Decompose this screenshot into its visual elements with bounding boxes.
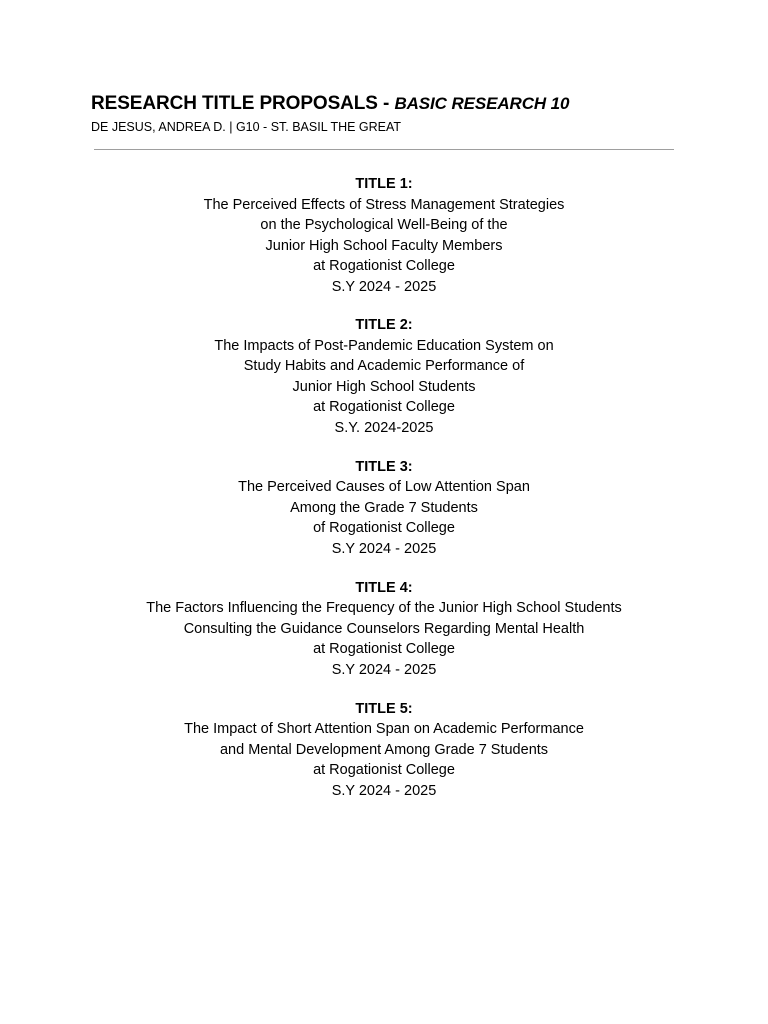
title-proposal-line: The Perceived Effects of Stress Management Strategies [203, 196, 565, 213]
title-proposal-line: S.Y. 2024-2025 [334, 419, 434, 436]
title-proposal-line: S.Y 2024 - 2025 [331, 661, 437, 678]
title-proposal-line: S.Y 2024 - 2025 [331, 278, 437, 295]
title-proposal-line: Consulting the Guidance Counselors Regarding Mental Health [183, 620, 585, 637]
title-proposal-4 [94, 578, 674, 681]
title-proposal-line: Study Habits and Academic Performance of [243, 358, 525, 375]
title-proposal-line: and Mental Development Among Grade 7 Students [219, 741, 549, 758]
document-title-subject: BASIC RESEARCH 10 [394, 94, 570, 113]
title-proposal-line: The Perceived Causes of Low Attention Span [238, 479, 530, 496]
title-proposal-label: TITLE 1: [355, 176, 413, 192]
header-divider [94, 149, 674, 150]
title-proposal-line: Among the Grade 7 Students [290, 499, 478, 516]
title-proposal-label: TITLE 3: [355, 458, 413, 475]
title-proposal-line: S.Y 2024 - 2025 [331, 540, 437, 557]
title-proposal-line: The Factors Influencing the Frequency of the Junior High School Students [146, 600, 622, 617]
document-title-main: RESEARCH TITLE PROPOSALS - [91, 93, 395, 114]
title-proposal-line: S.Y 2024 - 2025 [331, 782, 437, 799]
title-proposals-list [94, 174, 674, 819]
title-proposal-line: Junior High School Faculty Members [265, 237, 503, 254]
title-proposal-line: Junior High School Students [292, 378, 476, 395]
title-proposal-5 [94, 699, 674, 802]
title-proposal-label: TITLE 5: [355, 700, 413, 717]
title-proposal-3 [94, 457, 674, 560]
title-proposal-line: on the Psychological Well-Being of the [260, 217, 508, 233]
author-byline: DE JESUS, ANDREA D. | G10 - ST. BASIL THE GREAT [91, 120, 402, 134]
title-proposal-line: of Rogationist College [313, 520, 455, 537]
title-proposal-line: at Rogationist College [313, 762, 455, 779]
document-header [91, 92, 691, 135]
title-proposal-line: The Impact of Short Attention Span on Academic Performance [184, 721, 584, 738]
title-proposal-line: at Rogationist College [313, 641, 455, 658]
title-proposal-line: at Rogationist College [313, 399, 455, 416]
title-proposal-2 [94, 315, 674, 438]
title-proposal-line: at Rogationist College [313, 258, 455, 274]
document-title [91, 92, 691, 116]
title-proposal-1 [94, 174, 674, 297]
title-proposal-line: The Impacts of Post-Pandemic Education System on [214, 337, 554, 354]
title-proposal-label: TITLE 4: [355, 579, 413, 596]
title-proposal-label: TITLE 2: [355, 317, 413, 334]
